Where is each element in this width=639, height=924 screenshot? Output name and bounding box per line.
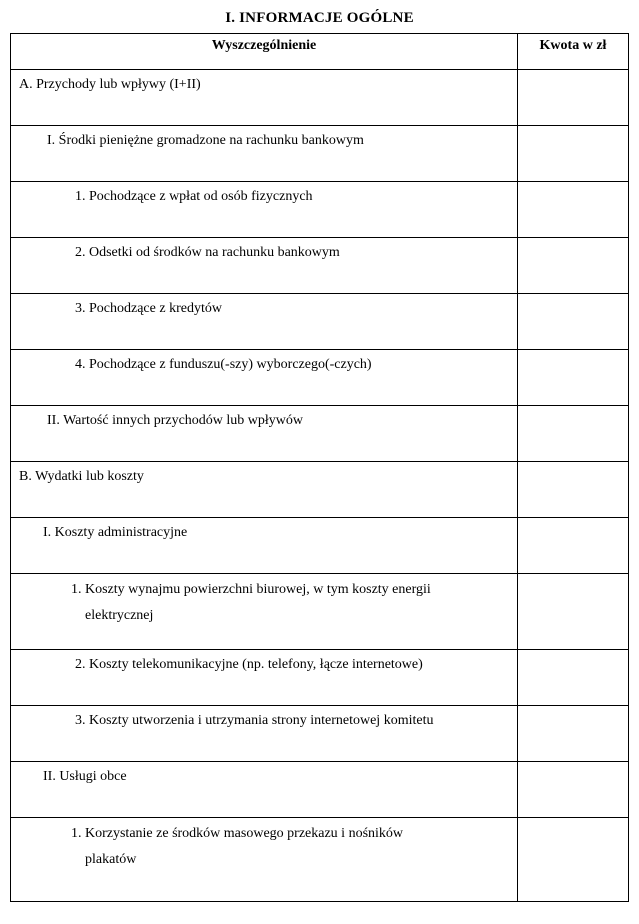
row-label-line2: plakatów: [85, 852, 137, 867]
section-title: I. INFORMACJE OGÓLNE: [225, 10, 414, 26]
row-description: [11, 350, 518, 406]
row-label-line1: 1. Korzystanie ze środków masowego przekazu i nośników: [71, 826, 404, 841]
amount-cell[interactable]: [518, 462, 629, 518]
amount-input[interactable]: [518, 650, 628, 705]
header-amount: Kwota w zł: [518, 34, 629, 70]
table-row: [11, 818, 629, 902]
row-label: II. Usługi obce: [43, 769, 127, 784]
amount-input[interactable]: [518, 518, 628, 573]
row-description: [11, 462, 518, 518]
table-row: [11, 706, 629, 762]
amount-input[interactable]: [518, 182, 628, 237]
table-row: [11, 462, 629, 518]
row-label: 4. Pochodzące z funduszu(-szy) wyborczego(-czych): [75, 357, 372, 372]
row-label: 3. Pochodzące z kredytów: [75, 301, 222, 316]
amount-cell[interactable]: [518, 406, 629, 462]
row-label: 3. Koszty utworzenia i utrzymania strony internetowej komitetu: [75, 713, 434, 728]
table-header-row: [11, 34, 629, 70]
amount-cell[interactable]: [518, 294, 629, 350]
row-description: [11, 406, 518, 462]
table-row: [11, 238, 629, 294]
row-description: [11, 706, 518, 762]
row-label: I. Koszty administracyjne: [43, 525, 188, 540]
row-label: [11, 574, 517, 629]
table-row: [11, 574, 629, 650]
amount-cell[interactable]: [518, 350, 629, 406]
row-label: I. Środki pieniężne gromadzone na rachunku bankowym: [47, 133, 364, 148]
row-description: [11, 70, 518, 126]
amount-cell[interactable]: [518, 818, 629, 902]
row-description: [11, 182, 518, 238]
amount-cell[interactable]: [518, 70, 629, 126]
amount-cell[interactable]: [518, 182, 629, 238]
table-row: [11, 518, 629, 574]
amount-input[interactable]: [518, 294, 628, 349]
row-description: [11, 126, 518, 182]
table-row: [11, 406, 629, 462]
header-description: Wyszczególnienie: [11, 34, 518, 70]
table-row: [11, 182, 629, 238]
row-description: [11, 518, 518, 574]
table-row: [11, 294, 629, 350]
row-description: [11, 238, 518, 294]
row-label: 2. Koszty telekomunikacyjne (np. telefony, łącze internetowe): [75, 657, 423, 672]
amount-input[interactable]: [518, 406, 628, 461]
amount-input[interactable]: [518, 70, 628, 125]
amount-input[interactable]: [518, 126, 628, 181]
table-row: [11, 350, 629, 406]
amount-cell[interactable]: [518, 126, 629, 182]
row-description: [11, 650, 518, 706]
row-label-line2: elektrycznej: [85, 608, 154, 623]
row-label: [11, 818, 517, 873]
row-label-line1: 1. Koszty wynajmu powierzchni biurowej, w tym koszty energii: [71, 582, 431, 597]
amount-input[interactable]: [518, 350, 628, 405]
table-row: [11, 126, 629, 182]
amount-cell[interactable]: [518, 574, 629, 650]
row-description: [11, 818, 518, 902]
amount-cell[interactable]: [518, 706, 629, 762]
table-row: [11, 762, 629, 818]
row-description: [11, 762, 518, 818]
table-row: [11, 650, 629, 706]
amount-cell[interactable]: [518, 238, 629, 294]
row-label: 1. Pochodzące z wpłat od osób fizycznych: [75, 189, 313, 204]
row-description: [11, 294, 518, 350]
amount-input[interactable]: [518, 238, 628, 293]
table-row: [11, 70, 629, 126]
amount-input[interactable]: [518, 462, 628, 517]
row-description: [11, 574, 518, 650]
row-label: B. Wydatki lub koszty: [19, 469, 144, 484]
row-label: II. Wartość innych przychodów lub wpływów: [47, 413, 304, 428]
amount-input[interactable]: [518, 762, 628, 817]
financial-report-table: [10, 33, 629, 902]
amount-cell[interactable]: [518, 518, 629, 574]
amount-input[interactable]: [518, 574, 628, 649]
amount-input[interactable]: [518, 818, 628, 901]
amount-cell[interactable]: [518, 650, 629, 706]
amount-input[interactable]: [518, 706, 628, 761]
row-label: A. Przychody lub wpływy (I+II): [19, 77, 201, 92]
amount-cell[interactable]: [518, 762, 629, 818]
row-label: 2. Odsetki od środków na rachunku bankowym: [75, 245, 340, 260]
